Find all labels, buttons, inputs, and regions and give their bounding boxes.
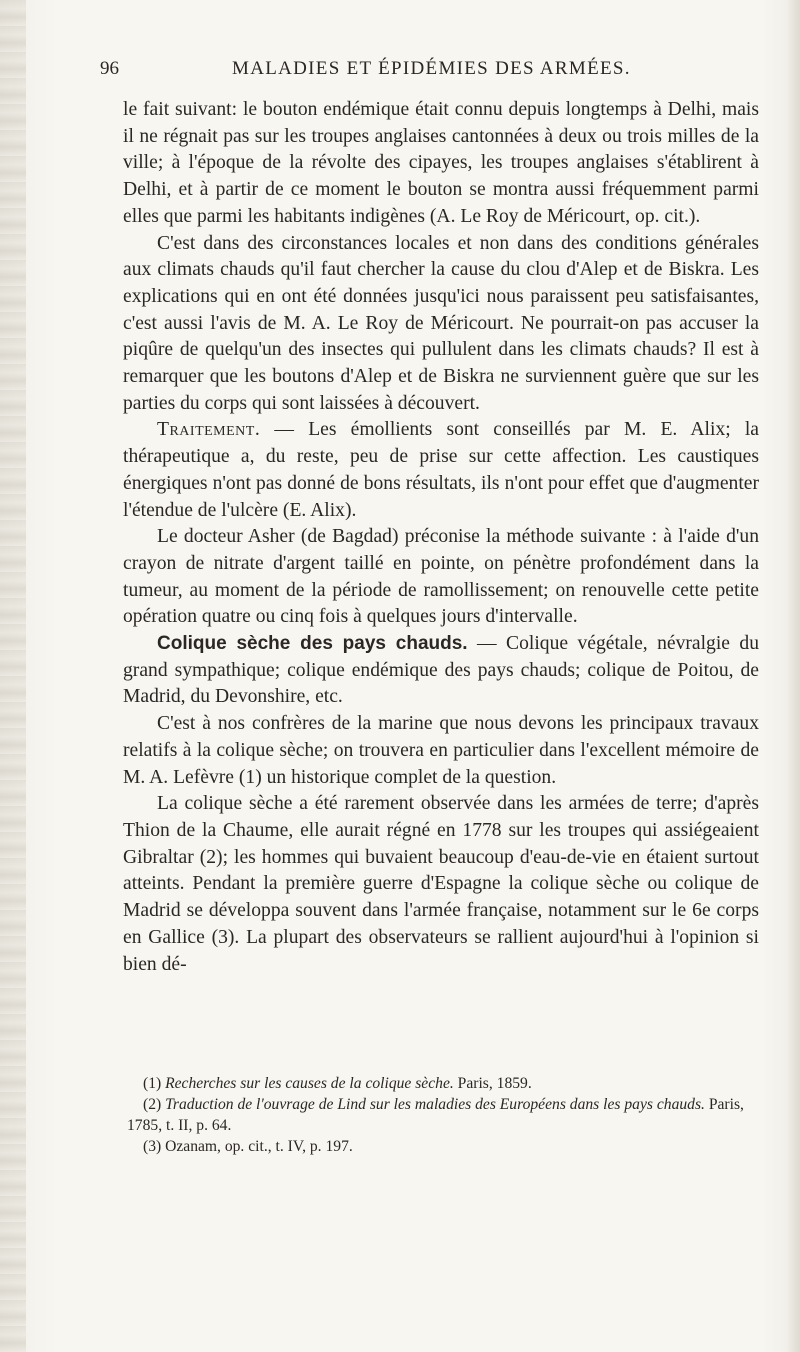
paragraph-colique-intro — [123, 631, 759, 711]
main-text — [123, 97, 759, 978]
footnote-2-details: Paris, 1785, t. II, p. 64. — [127, 1096, 744, 1134]
running-head-title: MALADIES ET ÉPIDÉMIES DES ARMÉES. — [232, 58, 631, 79]
footnote-1 — [127, 1073, 763, 1094]
page-number: 96 — [100, 58, 119, 79]
footnote-1-details: Paris, 1859. — [453, 1075, 532, 1092]
footnote-2-number: (2) — [143, 1096, 166, 1113]
footnote-3-text: Ozanam, op. cit., t. IV, p. 197. — [165, 1138, 353, 1155]
traitement-text: — Les émollients sont conseillés par M. E. Alix; la thérapeutique a, du reste, peu de prise sur cette affection. Les caustiques énergiques n'ont pas donné de bons résultats, ils n'ont pour effet que d'augmenter l'étendue de l'ulcère (E. Alix). — [123, 419, 759, 521]
page-gutter-shadow — [0, 0, 26, 1352]
traitement-heading: Traitement. — [157, 419, 261, 441]
paragraph-delhi-bouton: le fait suivant: le bouton endémique était connu depuis longtemps à Delhi, mais il ne régnait pas sur les troupes anglaises cantonnées à deux ou trois milles de la ville; à l'époque de la révolte des cipayes, les troupes anglaises s'établirent à Delhi, et à partir de ce moment le bouton se montra aussi fréquemment parmi elles que parmi les habitants indigènes (A. Le Roy de Méricourt, op. cit.). — [123, 99, 759, 227]
footnotes — [127, 1073, 763, 1157]
paragraph-marine-travaux: C'est à nos confrères de la marine que nous devons les principaux travaux relatifs à la colique sèche; on trouvera en particulier dans l'excellent mémoire de M. A. Lefèvre (1) un historique complet de la question. — [123, 713, 759, 788]
footnote-1-number: (1) — [143, 1075, 166, 1092]
paragraph-clou-alep-cause: C'est dans des circonstances locales et non dans des conditions générales aux climats chauds qu'il faut chercher la cause du clou d'Alep et de Biskra. Les explications qui en ont été données jusqu'ici nous paraissent peu satisfaisantes, c'est aussi l'avis de M. A. Le Roy de Méricourt. Ne pourrait-on pas accuser la piqûre de quelqu'un des insectes qui pullulent dans les climats chauds? Il est à remarquer que les boutons d'Alep et de Biskra ne surviennent guère que sur les parties du corps qui sont laissées à découvert. — [123, 232, 759, 414]
footnote-3-number: (3) — [143, 1138, 166, 1155]
paragraph-asher-method: Le docteur Asher (de Bagdad) préconise la méthode suivante : à l'aide d'un crayon de nitrate d'argent taillé en pointe, on pénètre profondément dans la tumeur, au moment de la période de ramollissement; on renouvelle cette petite opération quatre ou cinq fois à quelques jours d'intervalle. — [123, 526, 759, 628]
colique-synonyms: — Colique végétale, névralgie du grand sympathique; colique endémique des pays chauds; colique de Poitou, de Madrid, du Devonshire, etc. — [123, 633, 759, 708]
footnote-3 — [127, 1136, 763, 1157]
page-edge-shadow — [786, 0, 800, 1352]
footnote-1-title: Recherches sur les causes de la colique sèche. — [165, 1075, 454, 1092]
paragraph-traitement — [123, 417, 759, 524]
section-title-colique: Colique sèche des pays chauds. — [157, 633, 468, 655]
footnote-2 — [127, 1094, 763, 1136]
paragraph-armees-de-terre: La colique sèche a été rarement observée dans les armées de terre; d'après Thion de la Chaume, elle aurait régné en 1778 sur les troupes qui assiégeaient Gibraltar (2); les hommes qui buvaient beaucoup d'eau-de-vie en étaient surtout atteints. Pendant la première guerre d'Espagne la colique sèche ou colique de Madrid se développa souvent dans l'armée française, notamment sur le 6e corps en Gallice (3). La plupart des observateurs se rallient aujourd'hui à l'opinion si bien dé- — [123, 793, 759, 975]
footnote-2-title: Traduction de l'ouvrage de Lind sur les maladies des Européens dans les pays chauds. — [165, 1096, 705, 1113]
